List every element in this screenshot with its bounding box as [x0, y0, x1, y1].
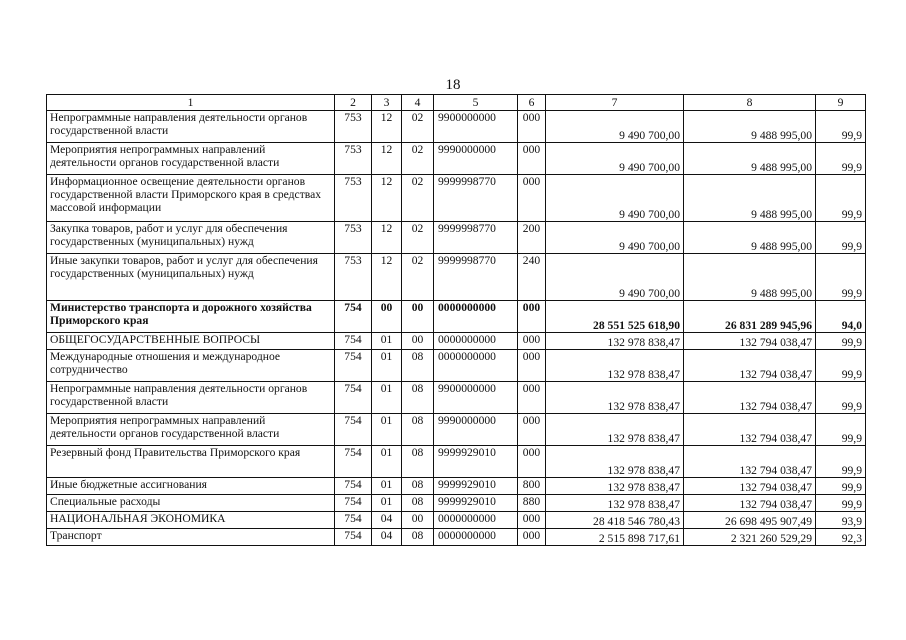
execution-percent: 99,9 — [816, 143, 866, 175]
header-cell: 9 — [816, 95, 866, 111]
execution-percent: 99,9 — [816, 382, 866, 414]
execution-percent: 99,9 — [816, 333, 866, 350]
executed-amount: 132 794 038,47 — [684, 382, 816, 414]
subsection-code: 08 — [402, 529, 434, 546]
grbs-code: 754 — [335, 301, 372, 333]
section-code: 04 — [372, 512, 402, 529]
subsection-code: 02 — [402, 222, 434, 254]
planned-amount: 132 978 838,47 — [546, 414, 684, 446]
header-cell: 3 — [372, 95, 402, 111]
target-article-code: 9999929010 — [434, 446, 518, 478]
subsection-code: 08 — [402, 382, 434, 414]
table-row — [47, 222, 866, 254]
row-name: Международные отношения и международное сотрудничество — [47, 350, 335, 382]
expense-type-code: 000 — [518, 333, 546, 350]
row-name: Транспорт — [47, 529, 335, 546]
table-row — [47, 333, 866, 350]
grbs-code: 753 — [335, 143, 372, 175]
section-code: 01 — [372, 382, 402, 414]
planned-amount: 28 418 546 780,43 — [546, 512, 684, 529]
target-article-code: 9999998770 — [434, 175, 518, 222]
execution-percent: 99,9 — [816, 478, 866, 495]
executed-amount: 132 794 038,47 — [684, 478, 816, 495]
row-name: Мероприятия непрограммных направлений деятельности органов государственной власти — [47, 414, 335, 446]
subsection-code: 08 — [402, 414, 434, 446]
grbs-code: 754 — [335, 382, 372, 414]
target-article-code: 9990000000 — [434, 414, 518, 446]
executed-amount: 132 794 038,47 — [684, 414, 816, 446]
executed-amount: 9 488 995,00 — [684, 111, 816, 143]
executed-amount: 26 698 495 907,49 — [684, 512, 816, 529]
planned-amount: 9 490 700,00 — [546, 175, 684, 222]
grbs-code: 754 — [335, 414, 372, 446]
row-name: Резервный фонд Правительства Приморского края — [47, 446, 335, 478]
grbs-code: 754 — [335, 478, 372, 495]
subsection-code: 00 — [402, 333, 434, 350]
planned-amount: 132 978 838,47 — [546, 446, 684, 478]
section-code: 12 — [372, 222, 402, 254]
subsection-code: 08 — [402, 350, 434, 382]
row-name: НАЦИОНАЛЬНАЯ ЭКОНОМИКА — [47, 512, 335, 529]
subsection-code: 08 — [402, 446, 434, 478]
section-code: 01 — [372, 333, 402, 350]
expense-type-code: 240 — [518, 254, 546, 301]
grbs-code: 753 — [335, 175, 372, 222]
section-code: 01 — [372, 446, 402, 478]
table-row — [47, 301, 866, 333]
executed-amount: 132 794 038,47 — [684, 350, 816, 382]
grbs-code: 754 — [335, 350, 372, 382]
expense-type-code: 000 — [518, 446, 546, 478]
executed-amount: 9 488 995,00 — [684, 222, 816, 254]
table-row — [47, 478, 866, 495]
table-row — [47, 175, 866, 222]
header-cell: 8 — [684, 95, 816, 111]
table-row — [47, 382, 866, 414]
section-code: 00 — [372, 301, 402, 333]
header-cell: 5 — [434, 95, 518, 111]
table-row — [47, 512, 866, 529]
section-code: 01 — [372, 495, 402, 512]
grbs-code: 754 — [335, 529, 372, 546]
subsection-code: 02 — [402, 143, 434, 175]
target-article-code: 9900000000 — [434, 111, 518, 143]
target-article-code: 9999929010 — [434, 495, 518, 512]
table-row — [47, 111, 866, 143]
executed-amount: 9 488 995,00 — [684, 143, 816, 175]
header-row — [47, 95, 866, 111]
planned-amount: 9 490 700,00 — [546, 222, 684, 254]
target-article-code: 0000000000 — [434, 350, 518, 382]
header-cell: 1 — [47, 95, 335, 111]
table-row — [47, 414, 866, 446]
expense-type-code: 880 — [518, 495, 546, 512]
executed-amount: 9 488 995,00 — [684, 254, 816, 301]
header-cell: 6 — [518, 95, 546, 111]
planned-amount: 132 978 838,47 — [546, 333, 684, 350]
execution-percent: 99,9 — [816, 495, 866, 512]
grbs-code: 753 — [335, 111, 372, 143]
expense-type-code: 000 — [518, 111, 546, 143]
execution-percent: 93,9 — [816, 512, 866, 529]
subsection-code: 00 — [402, 512, 434, 529]
page-number: 18 — [445, 77, 461, 93]
target-article-code: 0000000000 — [434, 333, 518, 350]
row-name: Иные бюджетные ассигнования — [47, 478, 335, 495]
budget-table — [46, 94, 866, 546]
subsection-code: 02 — [402, 254, 434, 301]
planned-amount: 28 551 525 618,90 — [546, 301, 684, 333]
execution-percent: 99,9 — [816, 414, 866, 446]
target-article-code: 0000000000 — [434, 529, 518, 546]
planned-amount: 132 978 838,47 — [546, 350, 684, 382]
row-name: ОБЩЕГОСУДАРСТВЕННЫЕ ВОПРОСЫ — [47, 333, 335, 350]
executed-amount: 132 794 038,47 — [684, 446, 816, 478]
header-cell: 2 — [335, 95, 372, 111]
target-article-code: 9900000000 — [434, 382, 518, 414]
planned-amount: 2 515 898 717,61 — [546, 529, 684, 546]
header-cell: 4 — [402, 95, 434, 111]
planned-amount: 132 978 838,47 — [546, 382, 684, 414]
row-name: Мероприятия непрограммных направлений деятельности органов государственной власти — [47, 143, 335, 175]
section-code: 01 — [372, 478, 402, 495]
planned-amount: 9 490 700,00 — [546, 254, 684, 301]
target-article-code: 9999929010 — [434, 478, 518, 495]
execution-percent: 99,9 — [816, 350, 866, 382]
expense-type-code: 000 — [518, 382, 546, 414]
subsection-code: 00 — [402, 301, 434, 333]
section-code: 12 — [372, 175, 402, 222]
expense-type-code: 000 — [518, 175, 546, 222]
grbs-code: 753 — [335, 254, 372, 301]
table-row — [47, 254, 866, 301]
execution-percent: 99,9 — [816, 175, 866, 222]
table-row — [47, 495, 866, 512]
row-name: Специальные расходы — [47, 495, 335, 512]
expense-type-code: 000 — [518, 414, 546, 446]
table-row — [47, 350, 866, 382]
expense-type-code: 000 — [518, 301, 546, 333]
grbs-code: 754 — [335, 512, 372, 529]
row-name: Непрограммные направления деятельности органов государственной власти — [47, 111, 335, 143]
target-article-code: 9999998770 — [434, 254, 518, 301]
executed-amount: 9 488 995,00 — [684, 175, 816, 222]
planned-amount: 9 490 700,00 — [546, 143, 684, 175]
row-name: Иные закупки товаров, работ и услуг для обеспечения государственных (муниципальных) нужд — [47, 254, 335, 301]
execution-percent: 92,3 — [816, 529, 866, 546]
section-code: 12 — [372, 143, 402, 175]
subsection-code: 02 — [402, 111, 434, 143]
planned-amount: 132 978 838,47 — [546, 495, 684, 512]
row-name: Информационное освещение деятельности органов государственной власти Приморского края в средствах массовой информации — [47, 175, 335, 222]
row-name: Закупка товаров, работ и услуг для обеспечения государственных (муниципальных) нужд — [47, 222, 335, 254]
planned-amount: 9 490 700,00 — [546, 111, 684, 143]
section-code: 12 — [372, 111, 402, 143]
expense-type-code: 000 — [518, 512, 546, 529]
target-article-code: 9990000000 — [434, 143, 518, 175]
expense-type-code: 000 — [518, 143, 546, 175]
section-code: 01 — [372, 414, 402, 446]
execution-percent: 99,9 — [816, 222, 866, 254]
executed-amount: 132 794 038,47 — [684, 333, 816, 350]
target-article-code: 0000000000 — [434, 301, 518, 333]
subsection-code: 08 — [402, 495, 434, 512]
table-row — [47, 143, 866, 175]
row-name: Непрограммные направления деятельности органов государственной власти — [47, 382, 335, 414]
target-article-code: 9999998770 — [434, 222, 518, 254]
execution-percent: 99,9 — [816, 254, 866, 301]
table-row — [47, 446, 866, 478]
executed-amount: 26 831 289 945,96 — [684, 301, 816, 333]
expense-type-code: 000 — [518, 529, 546, 546]
expense-type-code: 800 — [518, 478, 546, 495]
section-code: 04 — [372, 529, 402, 546]
executed-amount: 2 321 260 529,29 — [684, 529, 816, 546]
table-row — [47, 529, 866, 546]
grbs-code: 754 — [335, 495, 372, 512]
subsection-code: 02 — [402, 175, 434, 222]
expense-type-code: 200 — [518, 222, 546, 254]
grbs-code: 753 — [335, 222, 372, 254]
subsection-code: 08 — [402, 478, 434, 495]
execution-percent: 99,9 — [816, 111, 866, 143]
expense-type-code: 000 — [518, 350, 546, 382]
target-article-code: 0000000000 — [434, 512, 518, 529]
row-name: Министерство транспорта и дорожного хозяйства Приморского края — [47, 301, 335, 333]
execution-percent: 94,0 — [816, 301, 866, 333]
executed-amount: 132 794 038,47 — [684, 495, 816, 512]
planned-amount: 132 978 838,47 — [546, 478, 684, 495]
header-cell: 7 — [546, 95, 684, 111]
section-code: 12 — [372, 254, 402, 301]
grbs-code: 754 — [335, 333, 372, 350]
execution-percent: 99,9 — [816, 446, 866, 478]
section-code: 01 — [372, 350, 402, 382]
grbs-code: 754 — [335, 446, 372, 478]
